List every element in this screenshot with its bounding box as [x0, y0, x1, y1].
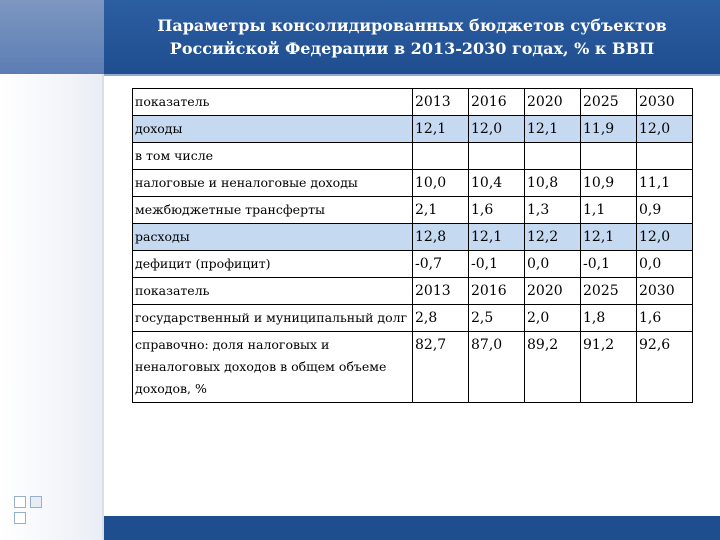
value-cell: 10,0	[413, 170, 469, 197]
row-label: показатель	[133, 278, 413, 305]
header-underline	[104, 74, 720, 76]
value-cell: 2013	[413, 278, 469, 305]
value-cell: 10,8	[525, 170, 581, 197]
slide-header	[104, 0, 720, 74]
value-cell: 0,0	[525, 251, 581, 278]
value-cell	[469, 143, 525, 170]
table-row	[133, 332, 693, 403]
value-cell: 12,1	[413, 116, 469, 143]
value-cell: 89,2	[525, 332, 581, 403]
value-cell: 1,6	[637, 305, 693, 332]
row-label: межбюджетные трансферты	[133, 197, 413, 224]
budget-parameters-table	[132, 88, 693, 403]
value-cell: 10,9	[581, 170, 637, 197]
value-cell: -0,7	[413, 251, 469, 278]
table-row	[133, 116, 693, 143]
value-cell: 1,6	[469, 197, 525, 224]
value-cell: 1,8	[581, 305, 637, 332]
table-row	[133, 89, 693, 116]
table-row	[133, 305, 693, 332]
value-cell: 2,8	[413, 305, 469, 332]
value-cell: 12,2	[525, 224, 581, 251]
value-cell: 2030	[637, 278, 693, 305]
table-row	[133, 251, 693, 278]
value-cell: -0,1	[581, 251, 637, 278]
row-label: показатель	[133, 89, 413, 116]
value-cell: 91,2	[581, 332, 637, 403]
value-cell	[413, 143, 469, 170]
value-cell: 12,1	[525, 116, 581, 143]
row-label: налоговые и неналоговые доходы	[133, 170, 413, 197]
value-cell: 2,1	[413, 197, 469, 224]
row-label: в том числе	[133, 143, 413, 170]
row-label: справочно: доля налоговых и неналоговых доходов в общем объеме доходов, %	[133, 332, 413, 403]
value-cell: 1,3	[525, 197, 581, 224]
table-row	[133, 197, 693, 224]
value-cell: 2013	[413, 89, 469, 116]
row-label: расходы	[133, 224, 413, 251]
value-cell: 12,1	[469, 224, 525, 251]
value-cell: 92,6	[637, 332, 693, 403]
value-cell: 2,0	[525, 305, 581, 332]
value-cell: 2030	[637, 89, 693, 116]
value-cell: 1,1	[581, 197, 637, 224]
value-cell: 0,0	[637, 251, 693, 278]
value-cell: 12,1	[581, 224, 637, 251]
value-cell: -0,1	[469, 251, 525, 278]
value-cell: 87,0	[469, 332, 525, 403]
left-divider	[102, 0, 104, 540]
row-label: доходы	[133, 116, 413, 143]
value-cell: 2020	[525, 278, 581, 305]
slide-title: Параметры консолидированных бюджетов субъектов Российской Федерации в 2013-2030 годах, % к ВВП	[157, 16, 667, 58]
row-label: государственный и муниципальный долг	[133, 305, 413, 332]
value-cell: 11,9	[581, 116, 637, 143]
table-row	[133, 170, 693, 197]
value-cell: 82,7	[413, 332, 469, 403]
value-cell: 2016	[469, 89, 525, 116]
header-left-strip	[0, 0, 104, 74]
value-cell: 12,8	[413, 224, 469, 251]
value-cell: 2016	[469, 278, 525, 305]
value-cell	[637, 143, 693, 170]
decorative-squares-icon	[14, 496, 44, 532]
table-row	[133, 143, 693, 170]
value-cell: 2025	[581, 89, 637, 116]
value-cell: 10,4	[469, 170, 525, 197]
slide-footer-bar	[104, 516, 720, 540]
value-cell: 11,1	[637, 170, 693, 197]
table-row	[133, 224, 693, 251]
value-cell: 12,0	[637, 224, 693, 251]
value-cell: 2,5	[469, 305, 525, 332]
value-cell	[581, 143, 637, 170]
value-cell	[525, 143, 581, 170]
value-cell: 0,9	[637, 197, 693, 224]
row-label: дефицит (профицит)	[133, 251, 413, 278]
value-cell: 2025	[581, 278, 637, 305]
left-decorative-panel	[0, 0, 104, 540]
value-cell: 12,0	[637, 116, 693, 143]
table-row	[133, 278, 693, 305]
value-cell: 12,0	[469, 116, 525, 143]
value-cell: 2020	[525, 89, 581, 116]
